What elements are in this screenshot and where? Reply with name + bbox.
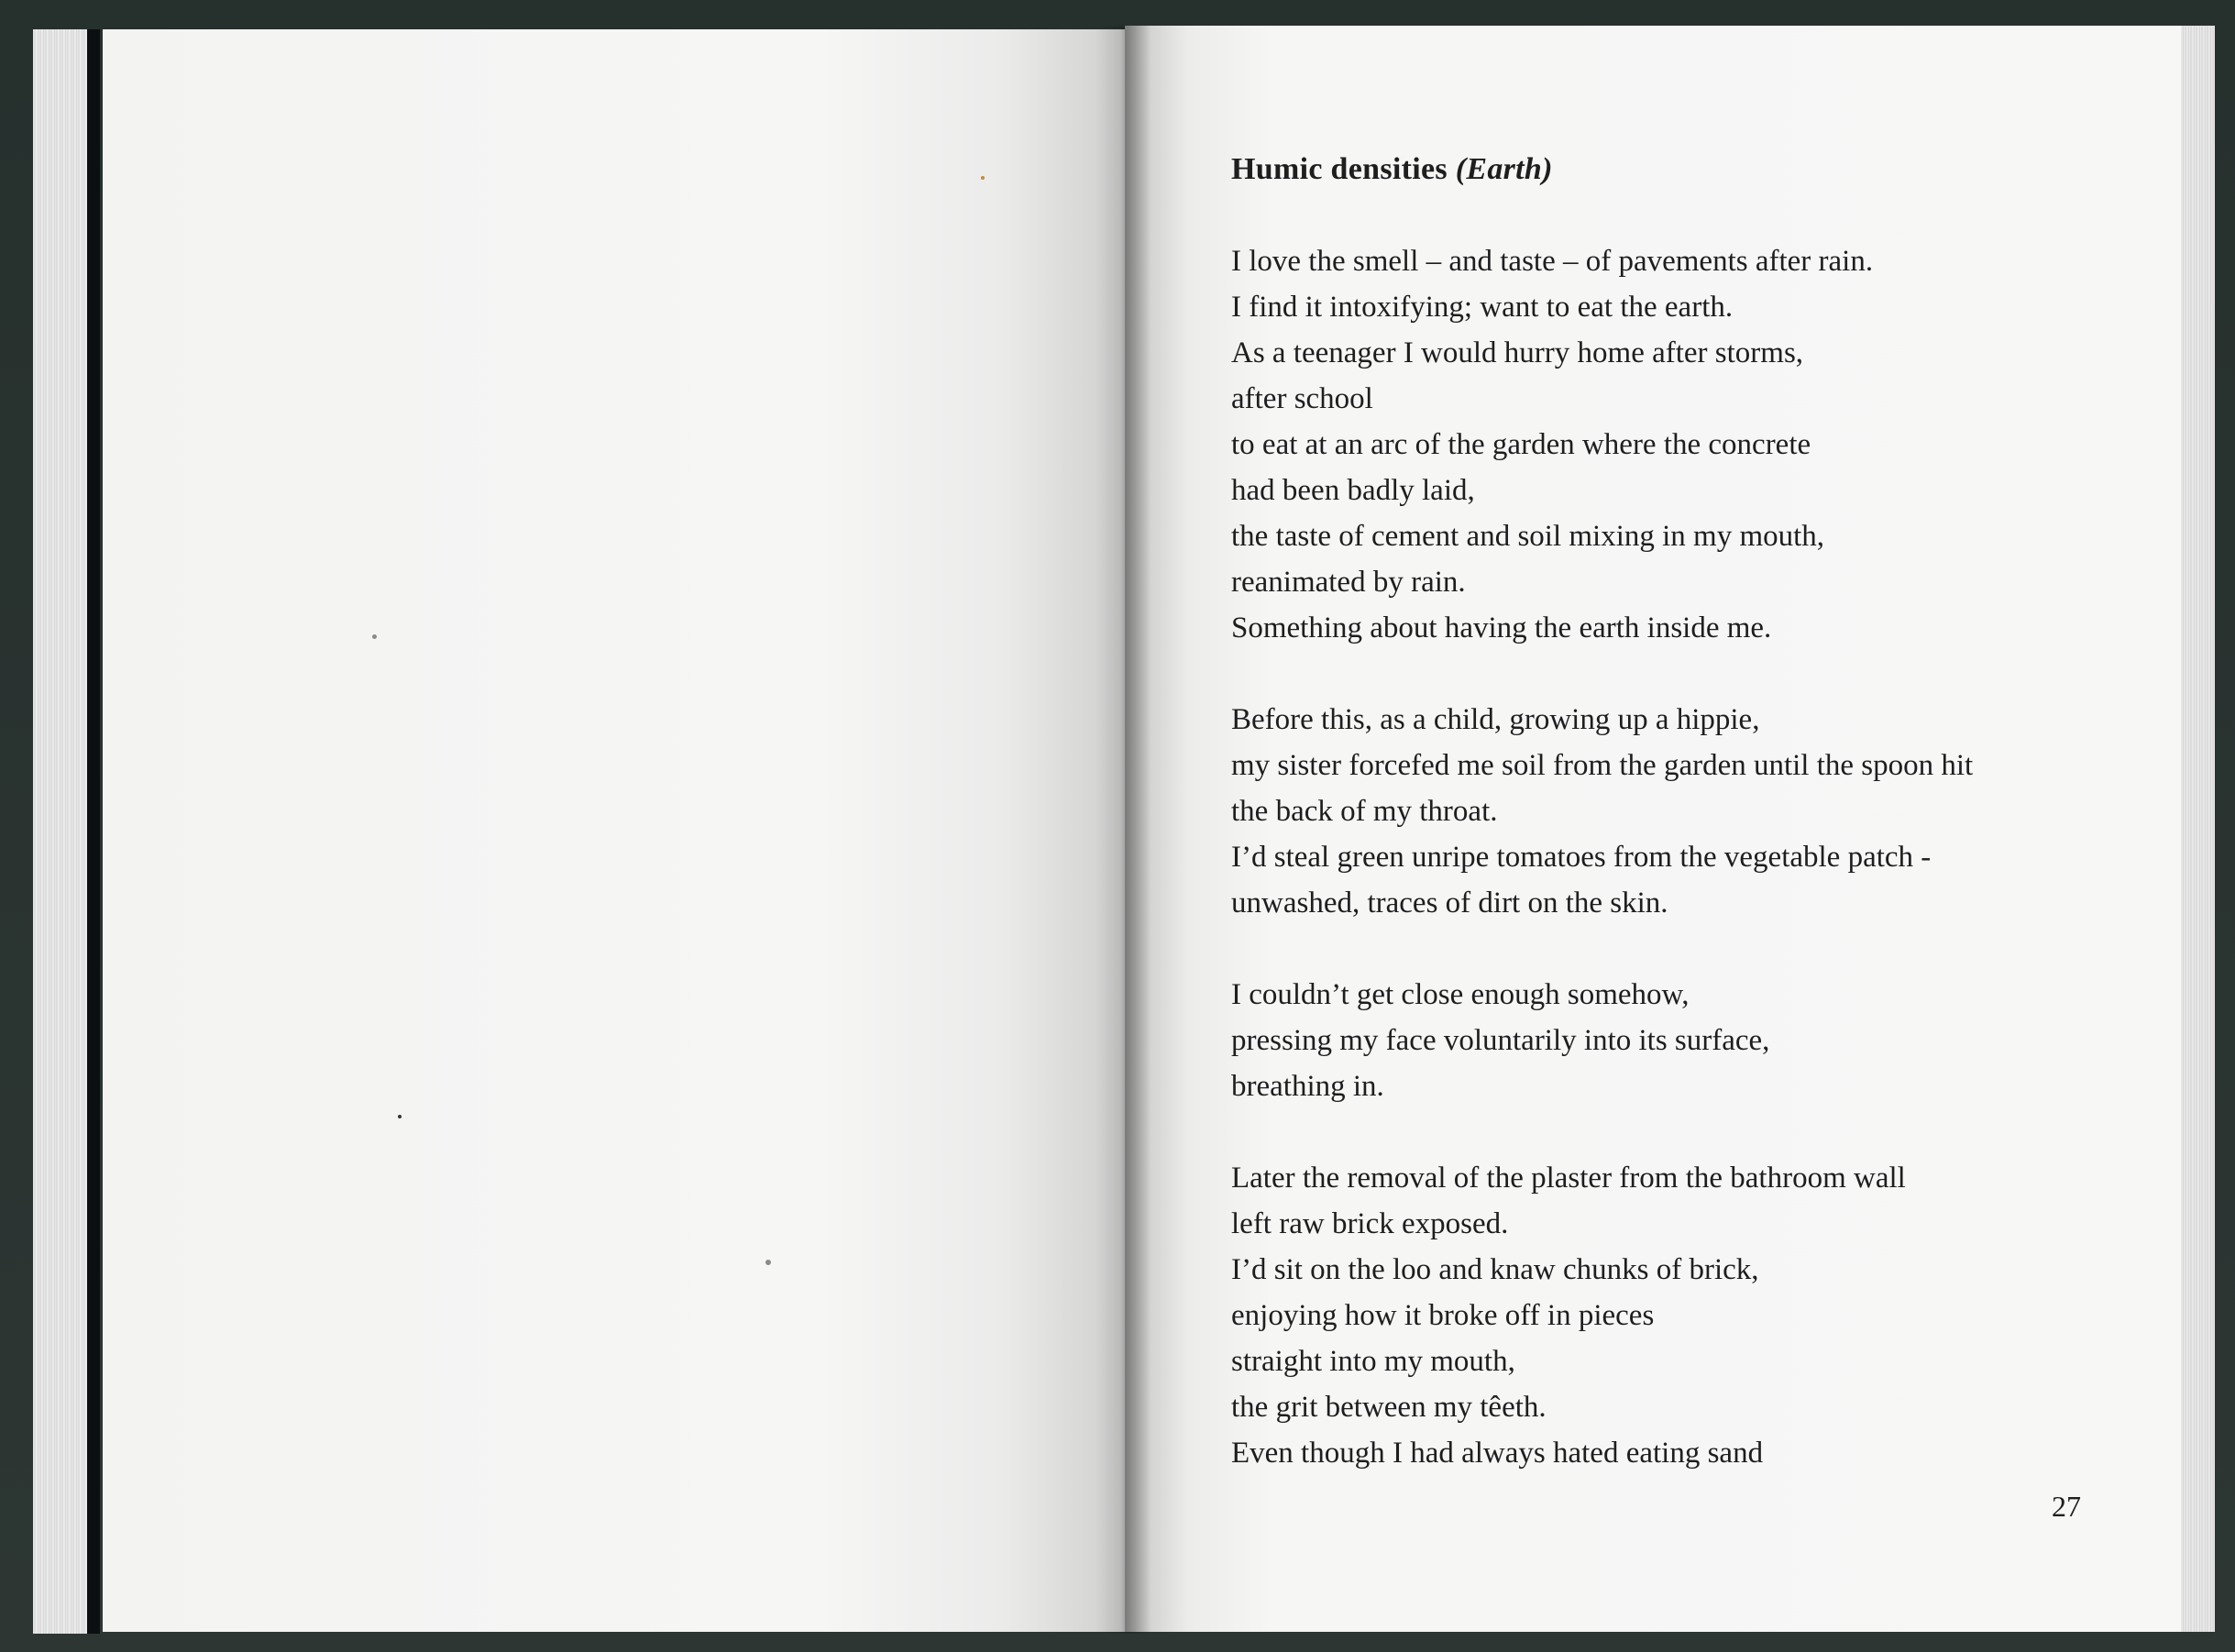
poem-line: straight into my mouth,	[1231, 1345, 1515, 1378]
poem-line: I’d steal green unripe tomatoes from the vegetable patch -	[1231, 841, 1932, 874]
poem-line: pressing my face voluntarily into its surface,	[1231, 1024, 1770, 1057]
poem-line: the grit between my têeth.	[1231, 1391, 1547, 1424]
paper-speck	[981, 176, 985, 180]
stanza-1	[1231, 238, 2148, 651]
page-number: 27	[2052, 1490, 2081, 1523]
poem-line: reanimated by rain.	[1231, 566, 1466, 599]
cover-edge	[87, 29, 100, 1634]
poem-line: the taste of cement and soil mixing in my mouth,	[1231, 520, 1825, 553]
poem-line: Even though I had always hated eating sand	[1231, 1437, 1764, 1470]
poem-title-sub: (Earth)	[1455, 152, 1553, 186]
poem-line: enjoying how it broke off in pieces	[1231, 1299, 1655, 1332]
poem-line: As a teenager I would hurry home after storms,	[1231, 336, 1804, 369]
poem-line: to eat at an arc of the garden where the concrete	[1231, 428, 1811, 461]
stanza-4	[1231, 1155, 2148, 1476]
poem-line: Something about having the earth inside me.	[1231, 611, 1772, 644]
poem-line: my sister forcefed me soil from the garden until the spoon hit	[1231, 749, 1974, 782]
poem-line: Before this, as a child, growing up a hippie,	[1231, 703, 1760, 736]
poem-line: I’d sit on the loo and knaw chunks of brick,	[1231, 1253, 1759, 1286]
poem-line: had been badly laid,	[1231, 474, 1475, 507]
poem-line: left raw brick exposed.	[1231, 1207, 1509, 1240]
poem-title-main: Humic densities	[1231, 152, 1448, 186]
paper-speck	[398, 1115, 402, 1118]
right-page-edges	[2178, 26, 2215, 1632]
poem-line: I love the smell – and taste – of pavements after rain.	[1231, 245, 1874, 278]
stanza-3	[1231, 972, 2148, 1109]
poem-line: breathing in.	[1231, 1070, 1384, 1103]
gutter-shadow	[1095, 26, 1151, 1634]
stanza-2	[1231, 697, 2148, 926]
poem-title	[1231, 147, 2148, 193]
left-page	[103, 29, 1125, 1632]
poem-line: I couldn’t get close enough somehow,	[1231, 978, 1690, 1011]
paper-speck	[372, 634, 377, 639]
poem-line: unwashed, traces of dirt on the skin.	[1231, 887, 1668, 920]
poem-line: Later the removal of the plaster from the bathroom wall	[1231, 1162, 1906, 1195]
poem-line: the back of my throat.	[1231, 795, 1498, 828]
poem-line: I find it intoxifying; want to eat the earth.	[1231, 291, 1734, 324]
poem	[1231, 147, 2148, 1522]
poem-line: after school	[1231, 382, 1373, 415]
paper-speck	[765, 1260, 771, 1265]
